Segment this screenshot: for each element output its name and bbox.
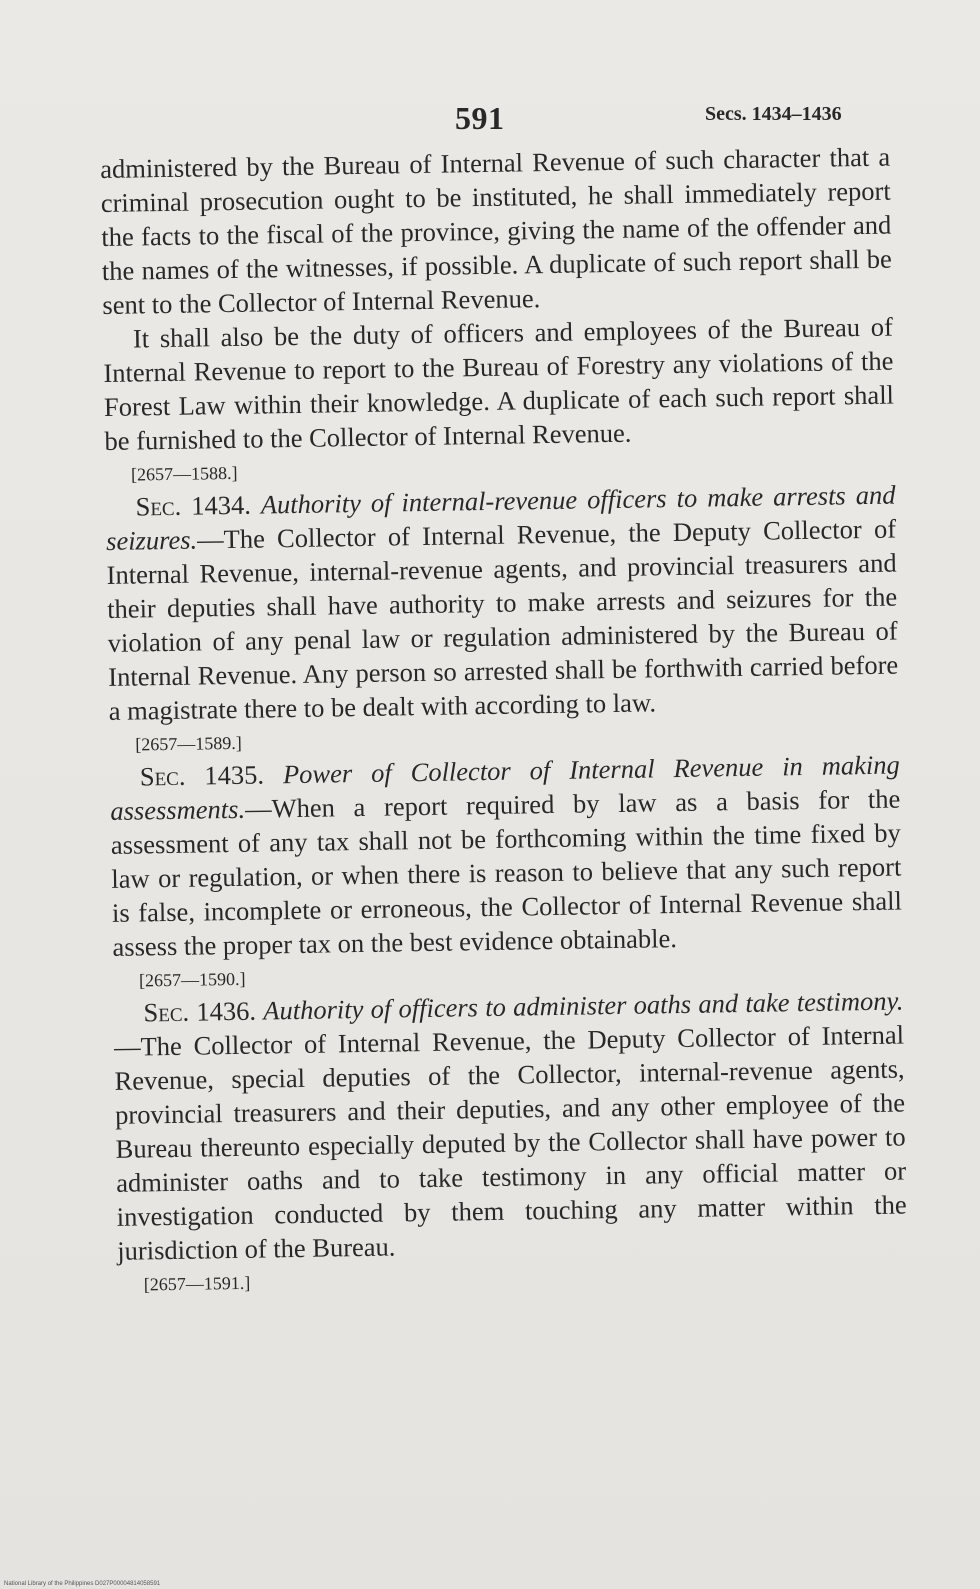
citation-1590: [2657—1590.] xyxy=(138,968,246,991)
citation-1589: [2657—1589.] xyxy=(135,732,242,755)
section-label: Sec. 1435. xyxy=(139,759,265,792)
section-1434 xyxy=(105,478,899,728)
section-1436 xyxy=(113,983,907,1267)
page-number: 591 xyxy=(455,100,505,136)
section-text: —The Collector of Internal Revenue, the Deputy Collector of Internal Revenue, internal-revenue agents, and provincial treasurers and their deputies shall have authority to make arrests and seizures for the violation of any penal law or regulation administered by the Bureau of Internal Revenue. Any person so arrested shall be forthwith carried before a magistrate there to be dealt with according to law. xyxy=(106,513,899,726)
citation-1591: [2657—1591.] xyxy=(143,1272,251,1295)
citation-1588: [2657—1588.] xyxy=(130,462,238,485)
section-label: Sec. 1434. xyxy=(135,489,252,522)
section-title: Authority of officers to administer oaths and take testimony. xyxy=(263,985,904,1026)
section-text: —The Collector of Internal Revenue, the Deputy Collector of Internal Revenue, special deputies of the Collector, internal-revenue agents, provincial treasurers and their deputies, and any other employee of the Bureau thereunto especially deputed by the Collector shall have power to administer oaths and to take testimony in any official matter or investigation conducted by them touching any matter within the jurisdiction of the Bureau. xyxy=(113,1019,907,1266)
running-header-section-range: Secs. 1434–1436 xyxy=(705,103,842,125)
section-text: —When a report required by law as a basis for the assessment of any tax shall not be forthcoming within the time fixed by law or regulation, or when there is reason to believe that any such report is false, incomplete or erroneous, the Collector of Internal Revenue shall assess the proper tax on the best evidence obtainable. xyxy=(110,783,903,962)
paragraph-continued: administered by the Bureau of Internal Revenue of such character that a criminal prosecution ought to be instituted, he shall immediately report the facts to the fiscal of the province, giving the name of the offender and the names of the witnesses, if possible. A duplicate of such report shall be sent to the Collector of Internal Revenue. xyxy=(100,141,893,320)
section-1435 xyxy=(110,748,903,964)
scan-footer-credit: National Library of the Philippines D027P00004814058591 xyxy=(4,1581,161,1587)
paragraph-forest-law: It shall also be the duty of officers and employees of the Bureau of Internal Revenue to report to the Bureau of Forestry any violations of the Forest Law within their knowledge. A duplicate of each such report shall be furnished to the Collector of Internal Revenue. xyxy=(103,311,895,456)
section-title: Authority of internal-revenue officers to make arrests and seizures. xyxy=(105,479,896,556)
section-title: Power of Collector of Internal Revenue in making assessments. xyxy=(110,749,900,826)
page-body xyxy=(100,140,908,1300)
section-label: Sec. 1436. xyxy=(143,995,257,1028)
